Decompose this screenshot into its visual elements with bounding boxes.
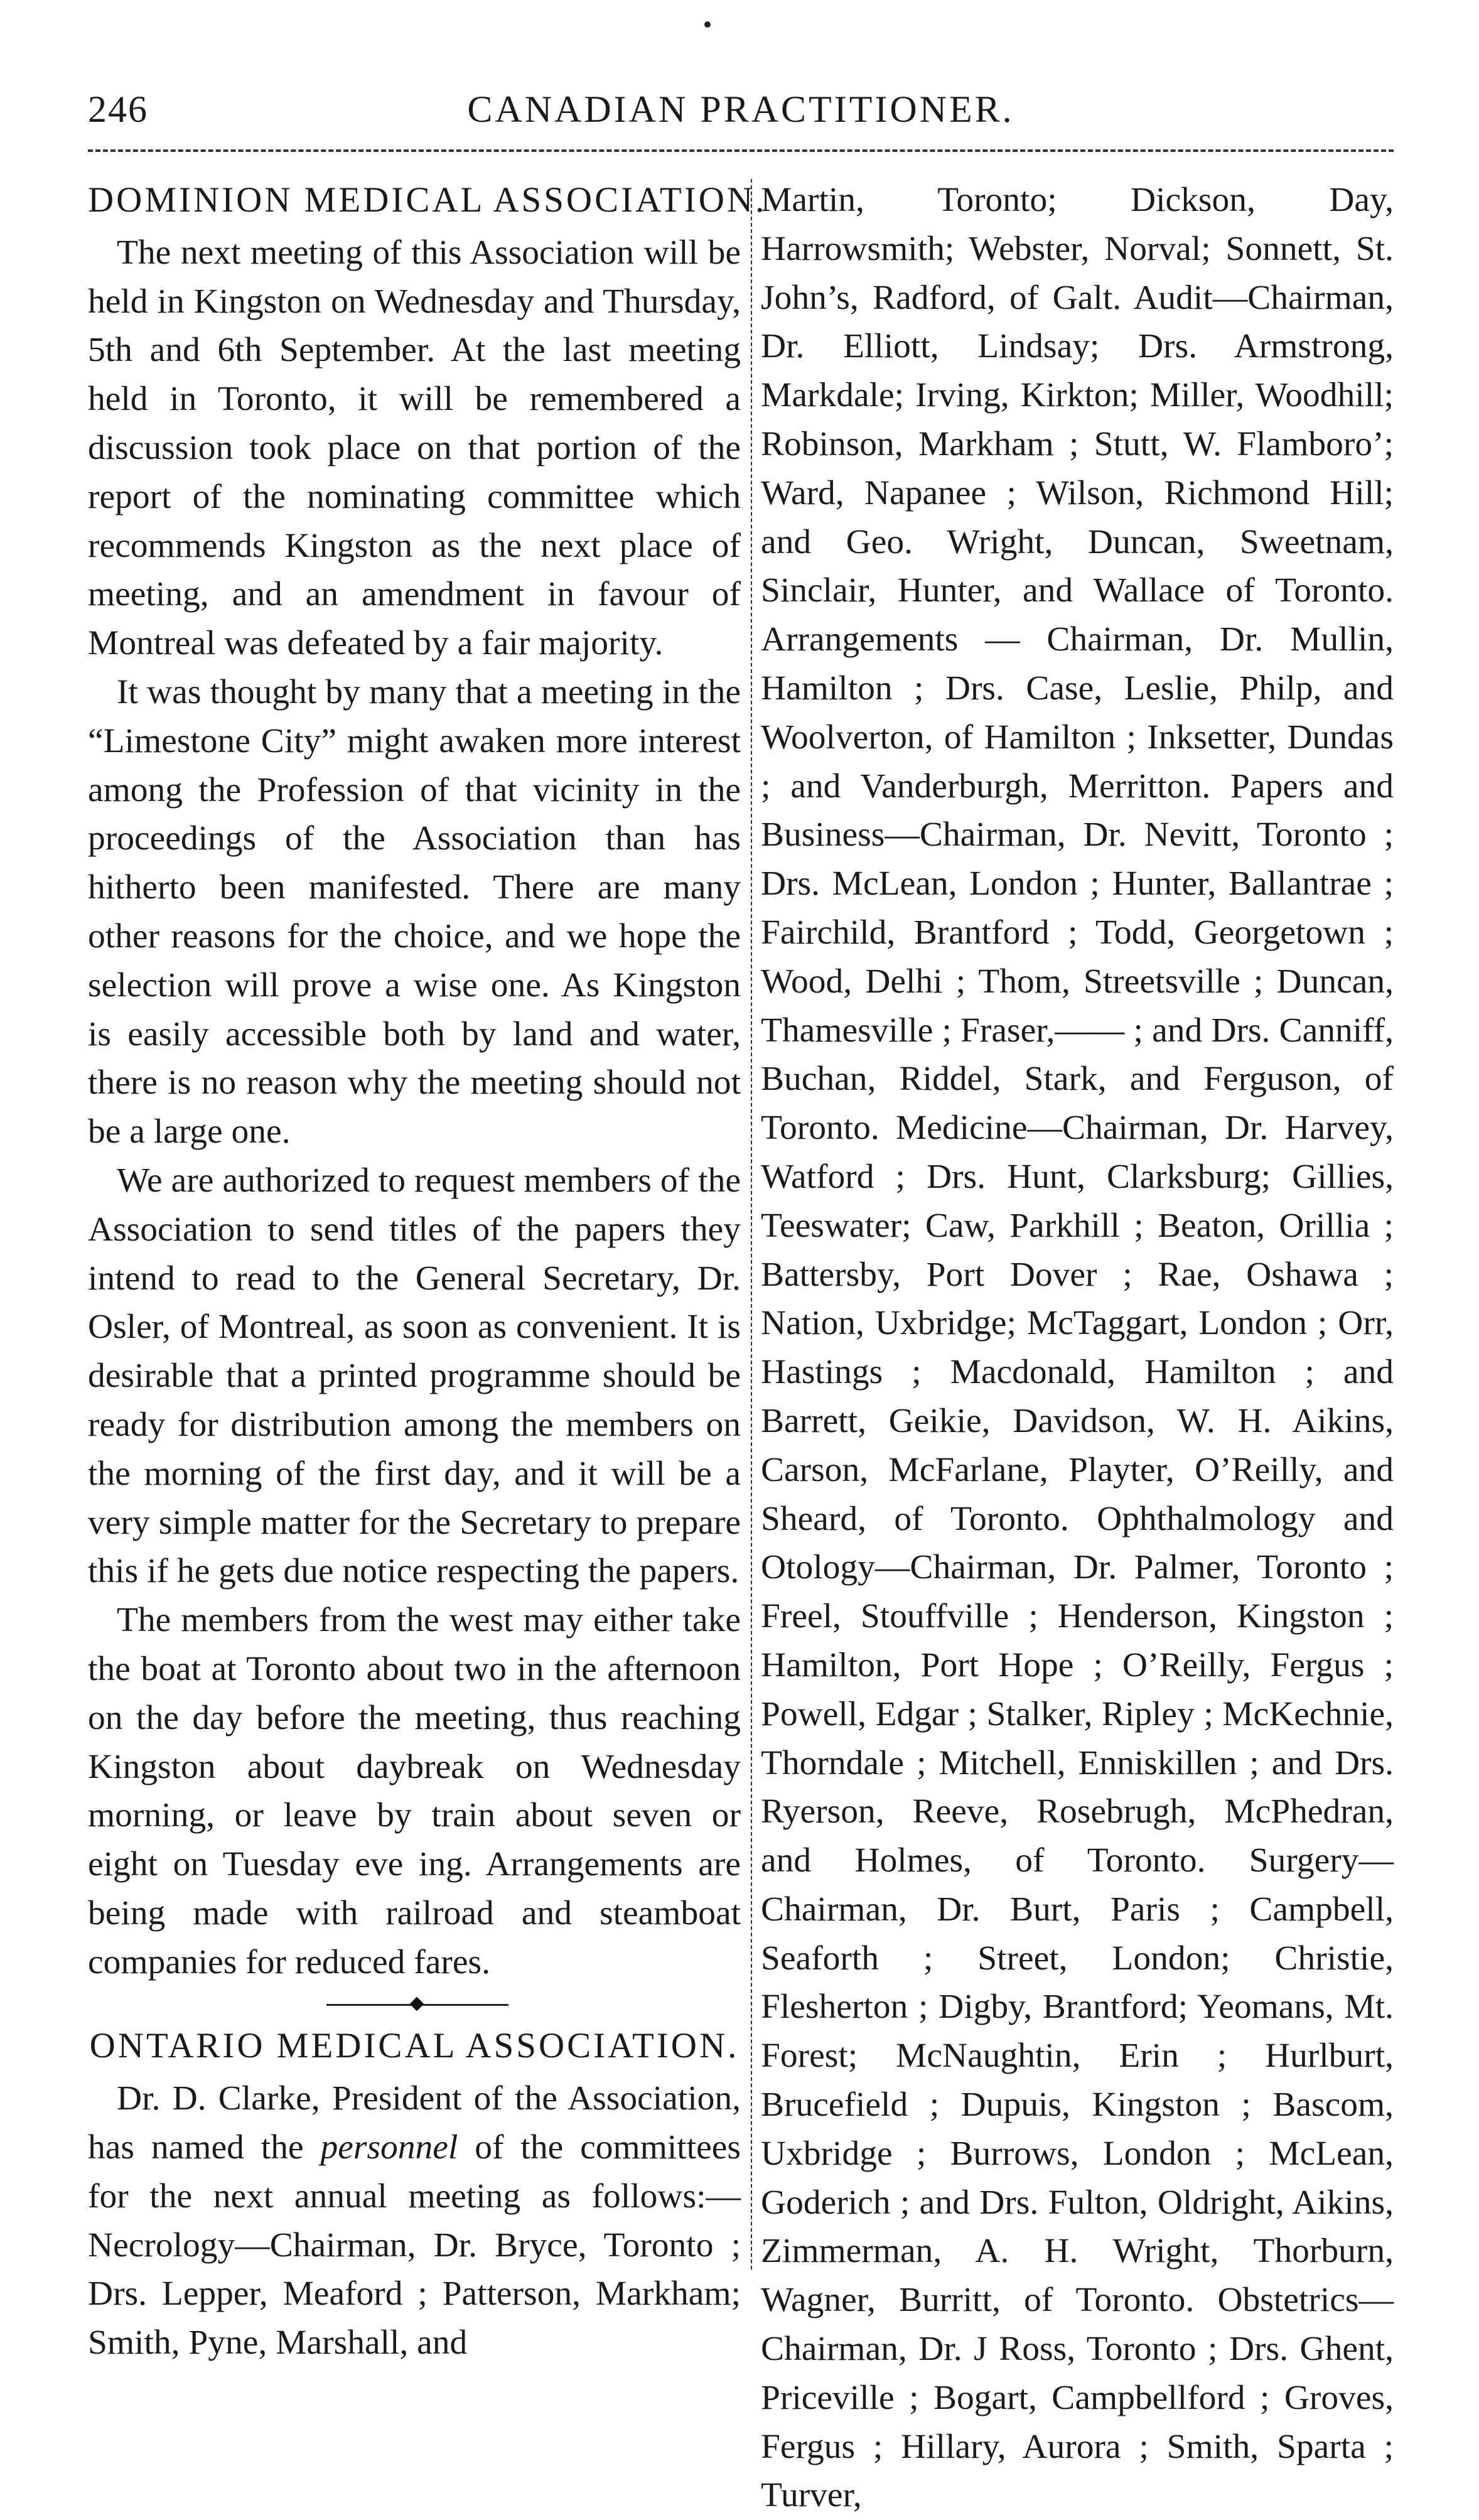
- paragraph-text: Dr. D. Clarke, President of the Association, has named the: [88, 2079, 741, 2167]
- paragraph-text: of the committees for the next annual meeting as follows:—Necrology—Chairman, Dr. Bryce, Toronto ; Drs. Lepper, Meaford ; Patterson, Markham; Smith, Pyne, Marshall, and: [88, 2128, 741, 2362]
- paragraph: It was thought by many that a meeting in the “Limestone City” might awaken more interest among the Profession of that vicinity in the proceedings of the Association than has hitherto been manifested. There are many other reasons for the choice, and we hope the selection will prove a wise one. As Kingston is easily accessible both by land and water, there is no reason why the meeting should not be a large one.: [88, 672, 741, 1151]
- heading-dominion-medical-association: DOMINION MEDICAL ASSOCIATION.: [88, 180, 767, 220]
- right-column: [761, 176, 1394, 2515]
- paragraph: The members from the west may either take the boat at Toronto about two in the afternoon on the day before the meeting, thus reaching Kingston about daybreak on Wednesday morning, or leave by train about seven or eight on Tuesday eve ing. Arrangements are being made with railroad and steamboat companies for reduced fares.: [88, 1601, 741, 1981]
- paragraph: The next meeting of this Association will be held in Kingston on Wednesday and Thursday, 5th and 6th September. At the last meeting held in Toronto, it will be remembered a discussion took place on that portion of the report of the nominating committee which recommends Kingston as the next place of meeting, and an amendment in favour of Montreal was defeated by a fair majority.: [88, 233, 741, 663]
- paragraph: [88, 2074, 741, 2367]
- page-header: [88, 88, 1394, 144]
- paragraph: Martin, Toronto; Dickson, Day, Harrowsmith; Webster, Norval; Sonnett, St. John’s, Radford, of Galt. Audit—Chairman, Dr. Elliott, Lindsay; Drs. Armstrong, Markdale; Irving, Kirkton; Miller, Woodhill; Robinson, Markham ; Stutt, W. Flamboro’; Ward, Napanee ; Wilson, Richmond Hill; and Geo. Wright, Duncan, Sweetnam, Sinclair, Hunter, and Wallace of Toronto. Arrangements — Chairman, Dr. Mullin, Hamilton ; Drs. Case, Leslie, Philp, and Woolverton, of Hamilton ; Inksetter, Dundas ; and Vanderburgh, Merritton. Papers and Business—Chairman, Dr. Nevitt, Toronto ; Drs. McLean, London ; Hunter, Ballantrae ; Fairchild, Brantford ; Todd, Georgetown ; Wood, Delhi ; Thom, Streetsville ; Duncan, Thamesville ; Fraser,—— ; and Drs. Canniff, Buchan, Riddel, Stark, and Ferguson, of Toronto. Medicine—Chairman, Dr. Harvey, Watford ; Drs. Hunt, Clarksburg; Gillies, Teeswater; Caw, Parkhill ; Beaton, Orillia ; Battersby, Port Dover ; Rae, Oshawa ; Nation, Uxbridge; McTaggart, London ; Orr, Hastings ; Macdonald, Hamilton ; and Barrett, Geikie, Davidson, W. H. Aikins, Carson, McFarlane, Playter, O’Reilly, and Sheard, of Toronto. Ophthalmology and Otology—Chairman, Dr. Palmer, Toronto ; Freel, Stouffville ; Henderson, Kingston ; Hamilton, Port Hope ; O’Reilly, Fergus ; Powell, Edgar ; Stalker, Ripley ; McKechnie, Thorndale ; Mitchell, Enniskillen ; and Drs. Ryerson, Reeve, Rosebrugh, McPhedran, and Holmes, of Toronto. Surgery—Chairman, Dr. Burt, Paris ; Campbell, Seaforth ; Street, London; Christie, Flesherton ; Digby, Brantford; Yeomans, Mt. Forest; McNaughtin, Erin ; Hurlburt, Brucefield ; Dupuis, Kingston ; Bascom, Uxbridge ; Burrows, London ; McLean, Goderich ; and Drs. Fulton, Oldright, Aikins, Zimmerman, A. H. Wright, Thorburn, Wagner, Burritt, of Toronto. Obstetrics—Chairman, Dr. J Ross, Toronto ; Drs. Ghent, Priceville ; Bogart, Campbellford ; Groves, Fergus ; Hillary, Aurora ; Smith, Sparta ; Turver,: [761, 181, 1394, 2515]
- heading-ontario-medical-association: ONTARIO MEDICAL ASSOCIATION.: [89, 2026, 740, 2066]
- column-divider: [751, 179, 752, 2270]
- header-rule: [88, 149, 1394, 152]
- running-title: CANADIAN PRACTITIONER.: [467, 89, 1014, 130]
- italic-term: personnel: [320, 2128, 458, 2167]
- left-column: [88, 176, 767, 2362]
- section-separator: [88, 1993, 741, 2017]
- page-number: 246: [88, 89, 148, 130]
- paragraph: We are authorized to request members of the Association to send titles of the papers they intend to read to the General Secretary, Dr. Osler, of Montreal, as soon as convenient. It is desirable that a printed programme should be ready for distribution among the members on the morning of the first day, and it will be a very simple matter for the Secretary to prepare this if he gets due notice respecting the papers.: [88, 1161, 741, 1591]
- printer-dot: [704, 21, 711, 28]
